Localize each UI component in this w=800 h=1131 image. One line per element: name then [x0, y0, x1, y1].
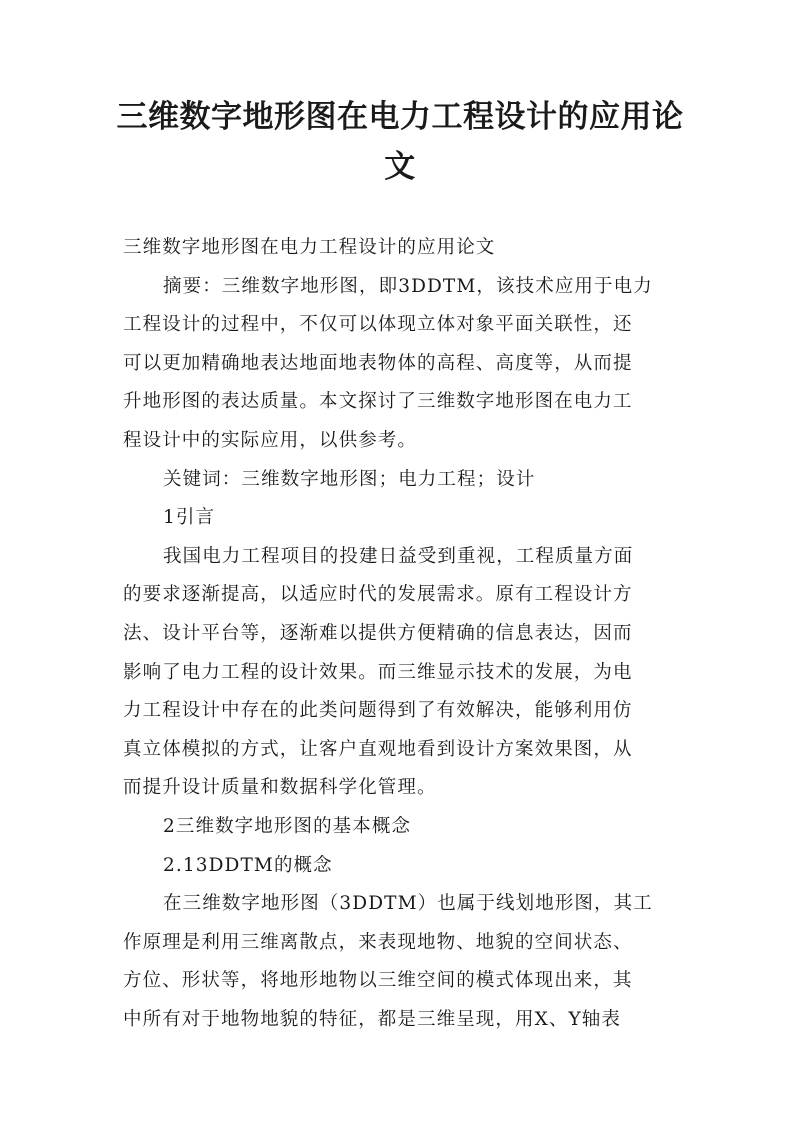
title-line-2: 文 — [384, 149, 416, 185]
document-body — [123, 229, 689, 1039]
text-line: 1引言 — [163, 507, 216, 529]
text-line: 而提升设计质量和数据科学化管理。 — [123, 777, 437, 799]
text-line: 升地形图的表达质量。本文探讨了三维数字地形图在电力工 — [123, 391, 633, 413]
text-line: 在三维数字地形图（3DDTM）也属于线划地形图，其工 — [163, 893, 653, 915]
text-line: 我国电力工程项目的投建日益受到重视，工程质量方面 — [163, 545, 634, 567]
text-line: 2.13DDTM的概念 — [163, 854, 333, 876]
text-line: 的要求逐渐提高，以适应时代的发展需求。原有工程设计方 — [123, 584, 633, 606]
text-line: 三维数字地形图在电力工程设计的应用论文 — [123, 237, 496, 258]
text-line: 工程设计的过程中，不仅可以体现立体对象平面关联性，还 — [123, 314, 633, 336]
text-line: 程设计中的实际应用，以供参考。 — [123, 429, 418, 451]
title-line-1: 三维数字地形图在电力工程设计的应用论 — [116, 99, 684, 135]
text-line: 可以更加精确地表达地面地表物体的高程、高度等，从而提 — [123, 352, 633, 374]
text-line: 2三维数字地形图的基本概念 — [163, 815, 412, 837]
text-line: 关键词：三维数字地形图；电力工程；设计 — [163, 468, 536, 490]
text-line: 方位、形状等，将地形地物以三维空间的模式体现出来，其 — [123, 970, 633, 992]
document-title — [110, 92, 690, 192]
text-line: 中所有对于地物地貌的特征，都是三维呈现，用X、Y轴表 — [123, 1008, 621, 1030]
text-line: 摘要：三维数字地形图，即3DDTM，该技术应用于电力 — [163, 275, 653, 297]
text-line: 法、设计平台等，逐渐难以提供方便精确的信息表达，因而 — [123, 622, 633, 644]
text-line: 作原理是利用三维离散点，来表现地物、地貌的空间状态、 — [123, 931, 633, 953]
text-line: 真立体模拟的方式，让客户直观地看到设计方案效果图，从 — [123, 738, 633, 760]
text-line: 力工程设计中存在的此类问题得到了有效解决，能够利用仿 — [123, 700, 633, 722]
text-line: 影响了电力工程的设计效果。而三维显示技术的发展，为电 — [123, 661, 633, 683]
